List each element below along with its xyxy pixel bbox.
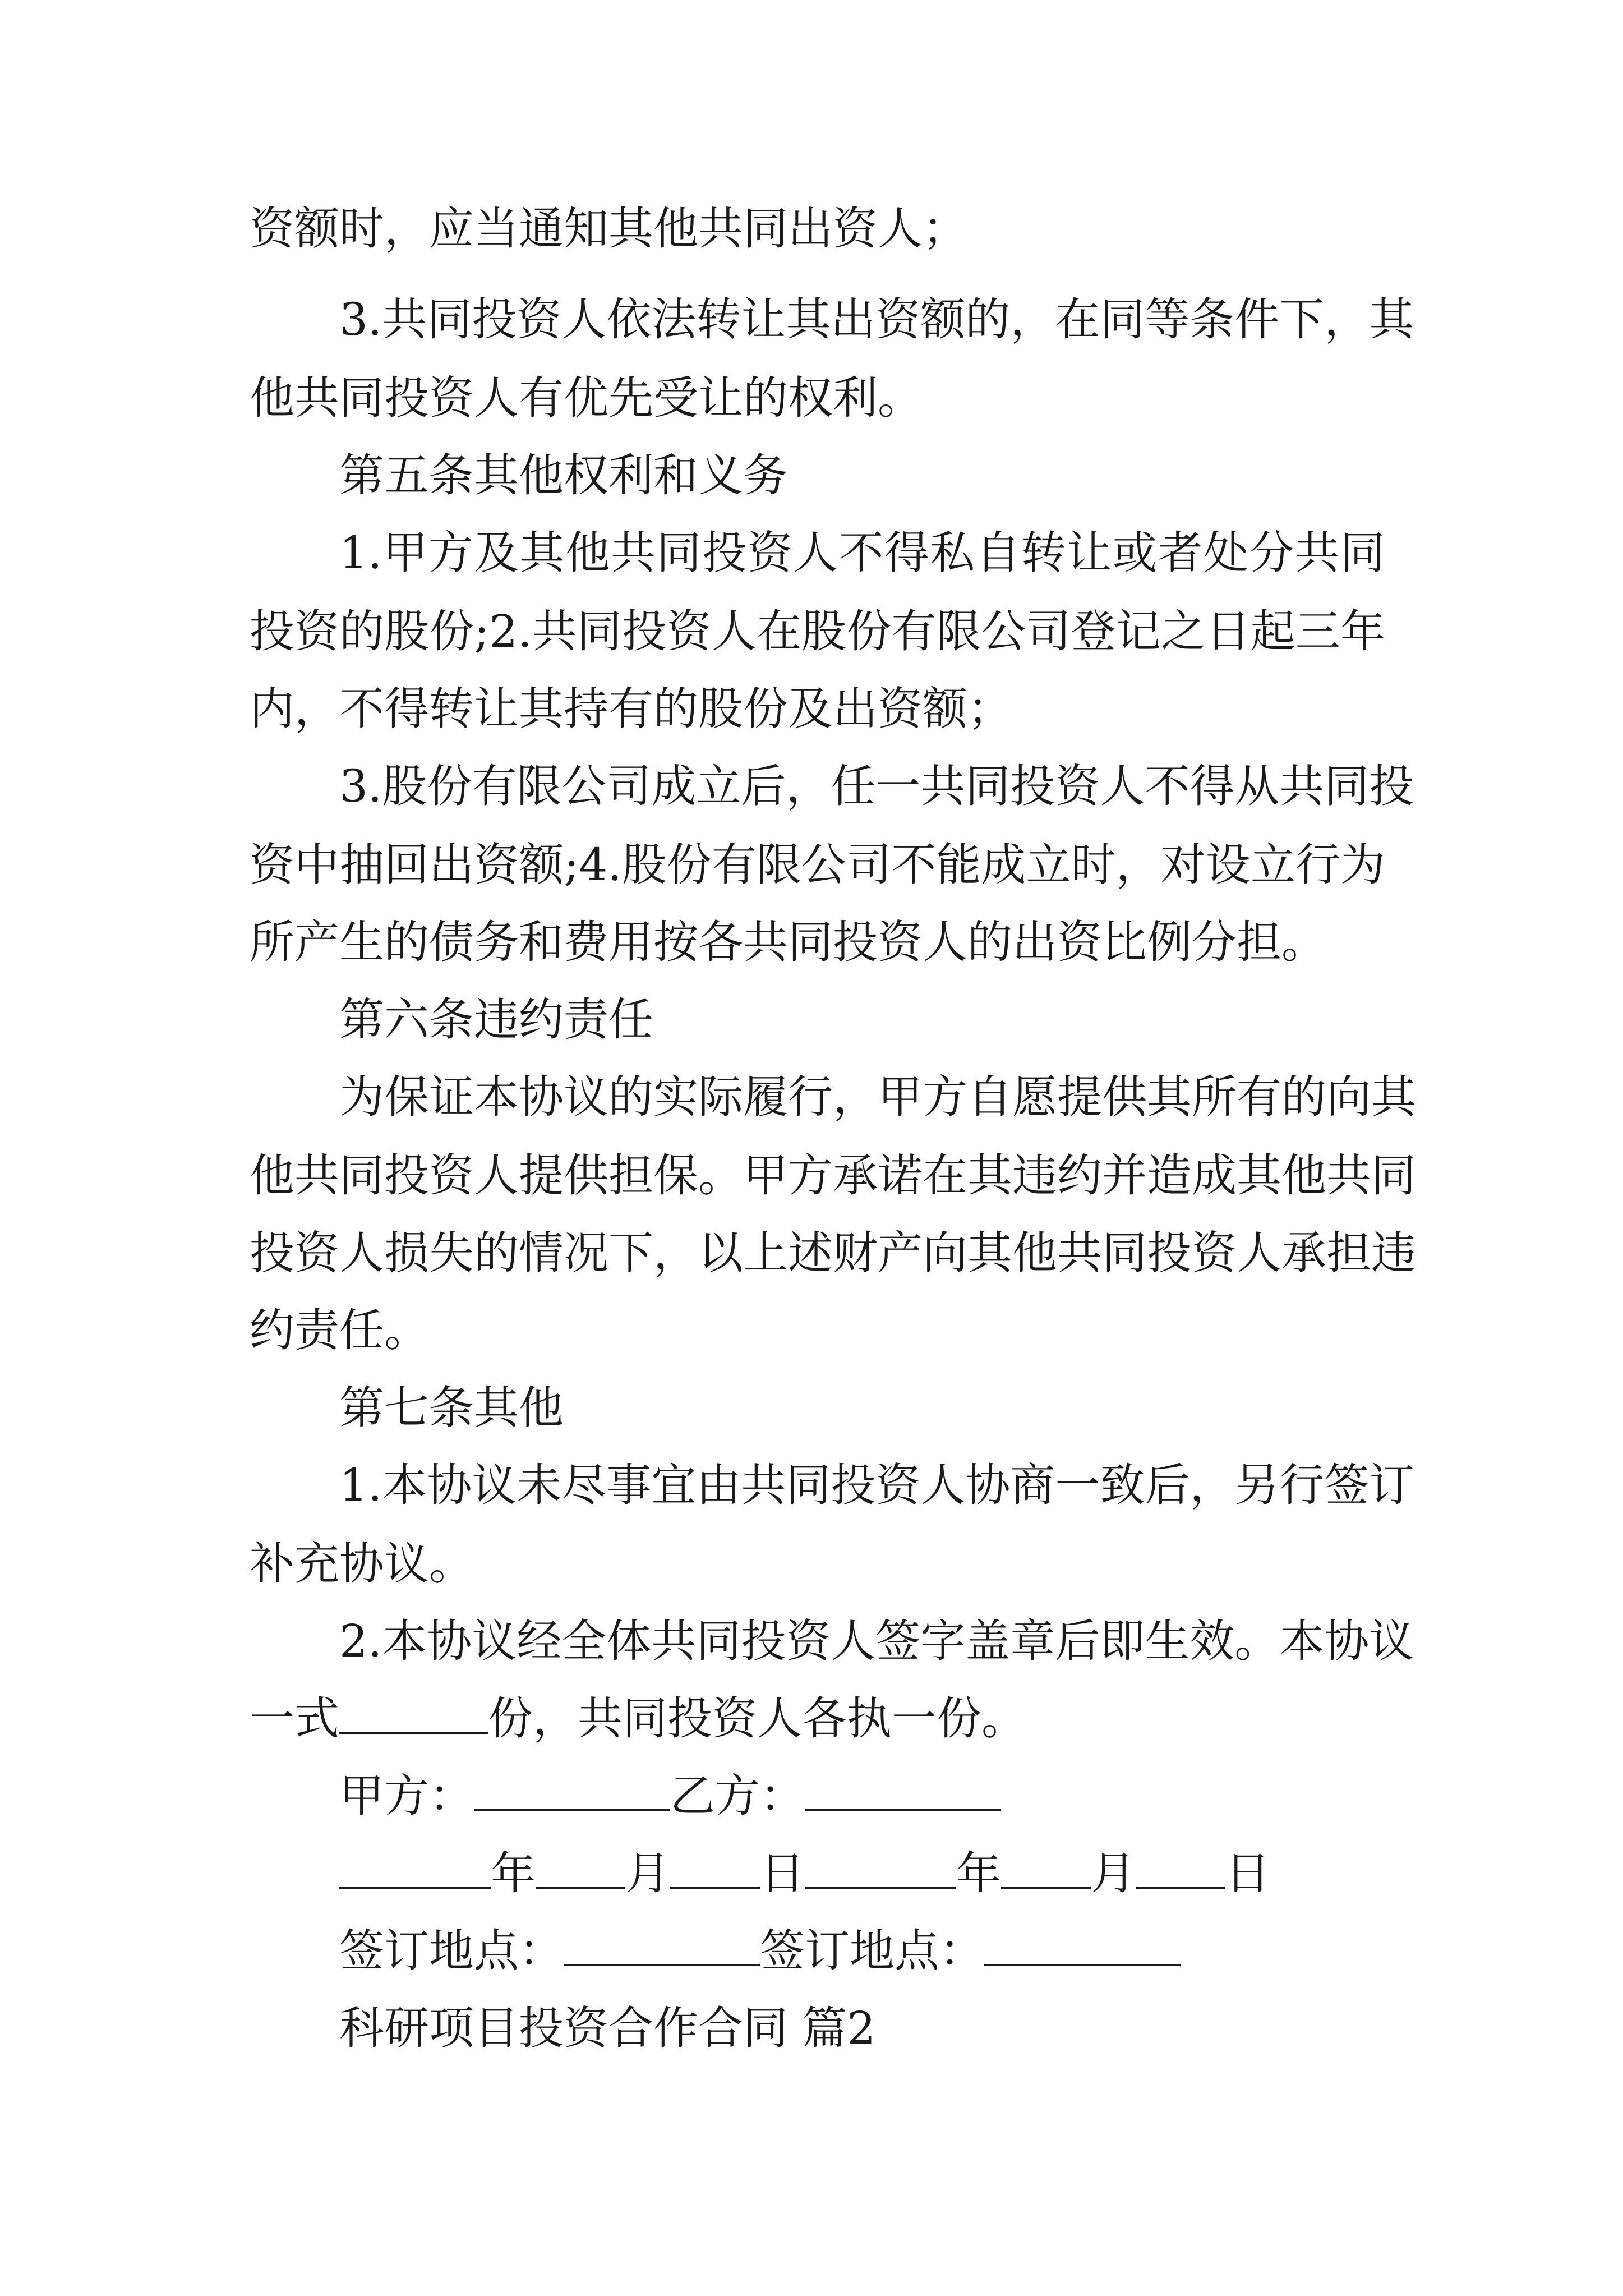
day-blank [670, 1849, 760, 1889]
day-label: 日 [1225, 1847, 1270, 1899]
paragraph-line: 内，不得转让其持有的股份及出资额； [250, 683, 1012, 735]
party-a-blank [474, 1772, 670, 1811]
day-label: 日 [760, 1847, 805, 1899]
month-label: 月 [625, 1847, 670, 1899]
party-a-label: 甲方： [339, 1770, 474, 1822]
year-blank [339, 1849, 491, 1889]
next-section-title: 科研项目投资合作合同 篇2 [339, 2002, 876, 2054]
year-blank [805, 1849, 956, 1889]
copies-blank [339, 1695, 488, 1734]
month-blank [536, 1849, 625, 1889]
paragraph-line: 约责任。 [250, 1304, 429, 1356]
article-5-title: 第五条其他权利和义务 [339, 449, 788, 501]
place-blank [984, 1927, 1181, 1966]
year-label: 年 [491, 1847, 536, 1899]
paragraph-line: 他共同投资人提供担保。甲方承诺在其违约并造成其他共同 [250, 1149, 1416, 1202]
party-b-blank [805, 1772, 1001, 1811]
paragraph-line: 2.本协议经全体共同投资人签字盖章后即生效。本协议 [339, 1615, 1414, 1667]
copies-line [250, 1692, 1385, 1746]
signature-date-line [339, 1847, 1385, 1901]
paragraph-line: 他共同投资人有优先受让的权利。 [250, 372, 923, 424]
signature-parties-line [339, 1769, 1385, 1823]
paragraph-line: 投资人损失的情况下，以上述财产向其他共同投资人承担违 [250, 1227, 1416, 1279]
paragraph-line: 资额时，应当通知其他共同出资人； [250, 203, 967, 255]
paragraph-line: 为保证本协议的实际履行，甲方自愿提供其所有的向其 [339, 1071, 1416, 1123]
article-6-title: 第六条违约责任 [339, 993, 653, 1046]
year-label: 年 [956, 1847, 1001, 1899]
paragraph-line: 资中抽回出资额;4.股份有限公司不能成立时，对设立行为 [250, 839, 1385, 891]
party-b-label: 乙方： [670, 1770, 805, 1822]
paragraph-line: 3.股份有限公司成立后，任一共同投资人不得从共同投 [339, 760, 1414, 812]
paragraph-line: 1.本协议未尽事宜由共同投资人协商一致后，另行签订 [339, 1459, 1414, 1511]
paragraph-line: 1.甲方及其他共同投资人不得私自转让或者处分共同 [339, 527, 1385, 579]
place-label: 签订地点： [339, 1925, 564, 1977]
place-blank [564, 1927, 760, 1966]
signature-place-line [339, 1924, 1385, 1978]
copies-suffix: 份，共同投资人各执一份。 [488, 1692, 1026, 1745]
paragraph-line: 所产生的债务和费用按各共同投资人的出资比例分担。 [250, 916, 1326, 968]
month-label: 月 [1091, 1847, 1136, 1899]
paragraph-line: 补充协议。 [250, 1538, 474, 1590]
article-7-title: 第七条其他 [339, 1382, 564, 1434]
copies-prefix: 一式 [250, 1692, 339, 1745]
month-blank [1001, 1849, 1091, 1889]
paragraph-line: 投资的股份;2.共同投资人在股份有限公司登记之日起三年 [250, 605, 1385, 657]
place-label: 签订地点： [760, 1925, 984, 1977]
paragraph-line: 3.共同投资人依法转让其出资额的，在同等条件下，其 [339, 293, 1414, 346]
day-blank [1136, 1849, 1225, 1889]
